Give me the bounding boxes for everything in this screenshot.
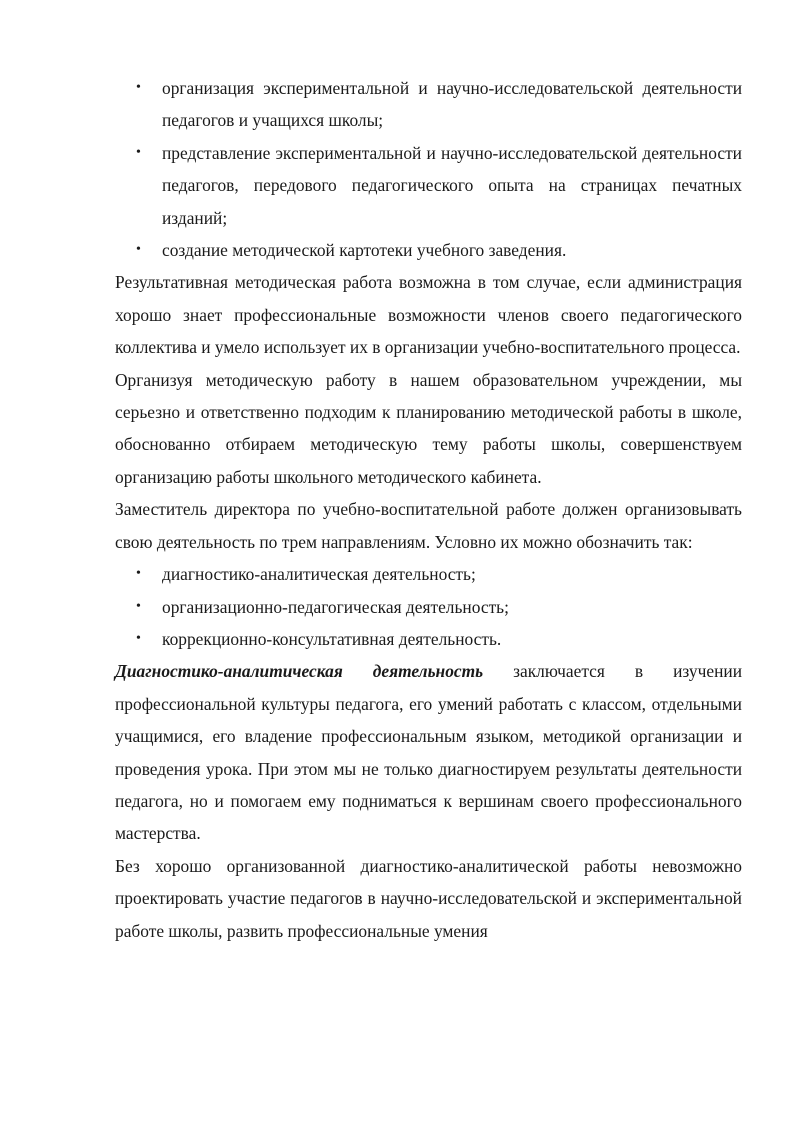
paragraph-lead-term: Диагностико-аналитическая деятельность — [115, 661, 484, 682]
bullet-icon: • — [136, 598, 141, 614]
list-item — [115, 72, 742, 137]
list-item-text: коррекционно-консультативная деятельность. — [162, 628, 502, 649]
bullet-icon: • — [136, 566, 141, 582]
list-item — [115, 137, 742, 234]
bullet-icon: • — [136, 630, 141, 646]
document-page — [115, 72, 742, 947]
bullet-icon: • — [136, 144, 141, 160]
paragraph-without-diagnostic: Без хорошо организованной диагностико-аналитической работы невозможно проектировать участие педагогов в научно-исследовательской и экспериментальной работе школы, развить профессиональные умения — [115, 855, 742, 941]
list-item-text: организация экспериментальной и научно-исследовательской деятельности педагогов и учащихся школы; — [162, 78, 742, 131]
bullet-icon: • — [136, 80, 141, 95]
list-item-text: диагностико-аналитическая деятельность; — [162, 564, 476, 585]
paragraph-results: Результативная методическая работа возможна в том случае, если администрация хорошо знает профессиональные возможности членов своего педагогического коллектива и умело использует их в организации учебно-воспитательного процесса. — [115, 272, 742, 358]
list-item-text: организационно-педагогическая деятельность; — [162, 596, 509, 617]
list-item-text: представление экспериментальной и научно-исследовательской деятельности педагогов, передового педагогического опыта на страницах печатных изданий; — [162, 142, 742, 228]
paragraph-organization: Организуя методическую работу в нашем образовательном учреждении, мы серьезно и ответственно подходим к планированию методической работы в школе, обоснованно отбираем методическую тему работы школы, совершенствуем организацию работы школьного методического кабинета. — [115, 369, 742, 487]
paragraph-diagnostic — [115, 655, 742, 849]
list-item — [115, 591, 742, 623]
bullet-list-directions — [115, 558, 742, 655]
paragraph-deputy-director: Заместитель директора по учебно-воспитательной работе должен организовывать свою деятельность по трем направлениям. Условно их можно обозначить так: — [115, 499, 742, 552]
bullet-icon: • — [136, 242, 141, 258]
list-item-text: создание методической картотеки учебного заведения. — [162, 240, 567, 261]
paragraph-body: заключается в изучении профессиональной культуры педагога, его умений работать с классом, отдельными учащимися, его владение профессиональным языком, методикой организации и проведения урока. При этом мы не только диагностируем результаты деятельности педагога, но и помогаем ему подниматься к вершинам своего профессионального мастерства. — [115, 661, 743, 844]
list-item — [115, 623, 742, 655]
list-item — [115, 558, 742, 590]
bullet-list-activities — [115, 72, 742, 266]
list-item — [115, 234, 742, 266]
